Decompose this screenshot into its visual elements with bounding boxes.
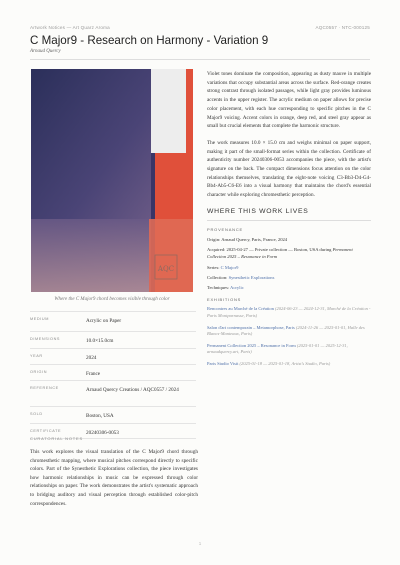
page-number: 1 bbox=[198, 541, 202, 546]
top-bar bbox=[30, 25, 370, 30]
spec-value: France bbox=[86, 370, 101, 377]
series-link[interactable]: C Major9 bbox=[220, 264, 239, 270]
exhibition-detail: (2025-01-01 — 2025-12-31, arnaudquercy.art, Paris) bbox=[207, 342, 348, 355]
where-lives-title: WHERE THIS WORK LIVES bbox=[207, 208, 371, 221]
spec-row-origin bbox=[30, 364, 196, 380]
provenance-series bbox=[207, 264, 371, 271]
light-gray-block bbox=[151, 69, 186, 153]
collection-label: Collection: bbox=[207, 275, 228, 281]
spec-value: 10.0×15.0cm bbox=[86, 337, 114, 344]
spec-label: REFERENCE bbox=[30, 386, 59, 390]
origin-value: Arnaud Quercy, Paris, France, 2024 bbox=[221, 236, 288, 242]
provenance-acquired bbox=[207, 246, 371, 260]
techniques-link[interactable]: Acrylic bbox=[230, 285, 244, 291]
breadcrumb[interactable]: Artwork Notices — Art Quarz Aroma bbox=[30, 25, 110, 30]
exhibition-item bbox=[207, 306, 371, 319]
description-paragraph-2: The work measures 10.0 × 15.0 cm and weighs minimal on paper support, making it part of the small-format series within the collection. Certificate of authenticity number 20240306-0053 accompanies the piece, with the artist's signature on the back. The compact dimensions focus attention on the color relationships themselves, translating the eight-note voicing C3-Bb3-D4-G4-Bb4-Ab5-C6-E6 into a visual harmony that maintains the chord's essential character while exploring chromesthetic perception. bbox=[207, 139, 371, 199]
spec-row-dimensions bbox=[30, 331, 196, 348]
spec-value: Arnaud Quercy Creations / AQC0557 / 2024 bbox=[86, 386, 179, 393]
curatorial-notes-title: CURATORIAL NOTES bbox=[30, 436, 83, 441]
exhibitions-title: EXHIBITIONS bbox=[207, 297, 242, 303]
provenance-title: PROVENANCE bbox=[207, 226, 244, 232]
spec-row-reference bbox=[30, 380, 196, 406]
acquired-exhibition: Permanent Collection 2025 – Resonance in Form bbox=[207, 247, 353, 260]
acquired-label: Acquired: bbox=[207, 247, 226, 253]
techniques-label: Techniques: bbox=[207, 285, 230, 291]
exhibition-detail: (2024-06-23 — 2024-12-31, Marché de la Création - Paris Montparnasse, Paris) bbox=[207, 306, 371, 318]
spec-row-medium bbox=[30, 311, 196, 331]
mauve-passage bbox=[31, 219, 149, 292]
artwork-image bbox=[31, 69, 193, 292]
spec-label: DIMENSIONS bbox=[30, 337, 61, 341]
spec-value: 20240306-0053 bbox=[86, 429, 119, 436]
exhibition-item bbox=[207, 343, 371, 356]
specs-table bbox=[30, 311, 196, 439]
right-column bbox=[207, 70, 371, 373]
spec-value: Acrylic on Paper bbox=[86, 317, 122, 324]
spec-label: SOLD bbox=[30, 412, 43, 416]
spec-row-sold bbox=[30, 406, 196, 423]
orange-accent bbox=[149, 219, 193, 292]
exhibition-item bbox=[207, 325, 371, 338]
spec-value: 2024 bbox=[86, 354, 97, 361]
spec-label: ORIGIN bbox=[30, 370, 48, 374]
origin-label: Origin: bbox=[207, 236, 221, 242]
exhibition-link[interactable]: Permanent Collection 2025 – Resonance in Form bbox=[207, 342, 296, 348]
reference-codes: AQC0557 · NTC-000125 bbox=[315, 25, 370, 30]
spec-label: MEDIUM bbox=[30, 317, 49, 321]
provenance-techniques bbox=[207, 284, 371, 291]
collection-link[interactable]: Synesthetic Explorations bbox=[228, 275, 275, 281]
page-title: C Major9 - Research on Harmony - Variation 9 bbox=[30, 34, 269, 47]
acquired-value: 2025-04-27 — Private collection — Boston, USA during bbox=[226, 247, 332, 253]
description-paragraph-1: Violet tones dominate the composition, appearing as dusty mauve in multiple variations that occupy substantial areas across the surface. Red-orange creates strong contrast through isolated passages, while light gray provides luminous accents in the upper register. The acrylic medium on paper allows for precise color placement, with each hue corresponding to specific pitches in the C Major9 voicing. Accent colors in orange, deep red, and steel gray appear as small but crucial elements that complete the harmonic structure. bbox=[207, 71, 371, 130]
exhibition-detail: (2024-11-26 — 2025-01-01, Halle des Blancs-Manteaux, Paris) bbox=[207, 324, 365, 337]
exhibition-link[interactable]: Paris Studio Visit bbox=[207, 360, 239, 366]
series-label: Series: bbox=[207, 264, 220, 270]
spec-label: YEAR bbox=[30, 354, 43, 358]
exhibition-link[interactable]: Rencontres au Marché de la Création bbox=[207, 306, 274, 312]
spec-value: Boston, USA bbox=[86, 412, 114, 419]
header-divider bbox=[30, 59, 370, 60]
spec-row-year bbox=[30, 348, 196, 364]
artist-name: Arnaud Quercy bbox=[30, 49, 61, 54]
provenance-collection bbox=[207, 274, 371, 281]
provenance-origin bbox=[207, 236, 371, 243]
exhibition-link[interactable]: Salon d'art contemporain – Metamorphose, Paris bbox=[207, 324, 295, 330]
svg-text:AQC: AQC bbox=[157, 265, 175, 273]
spec-label: CERTIFICATE bbox=[30, 429, 62, 433]
exhibition-detail: (2025-01-18 — 2025-01-18, Artist's Studio, Paris) bbox=[239, 360, 331, 366]
curatorial-notes-body: This work explores the visual translation of the C Major9 chord through chromesthetic mapping, where musical pitches correspond directly to specific colors. Part of the Synesthetic Explorations collection, the piece investigates how harmonic relationships in music can be expressed through color relationships on paper. The work demonstrates the artist's systematic approach to bridging auditory and visual perception through established color-pitch correspondences. bbox=[30, 449, 198, 507]
artwork-caption: Where the C Major9 chord becomes visible through color bbox=[54, 297, 170, 302]
exhibition-item bbox=[207, 361, 371, 368]
